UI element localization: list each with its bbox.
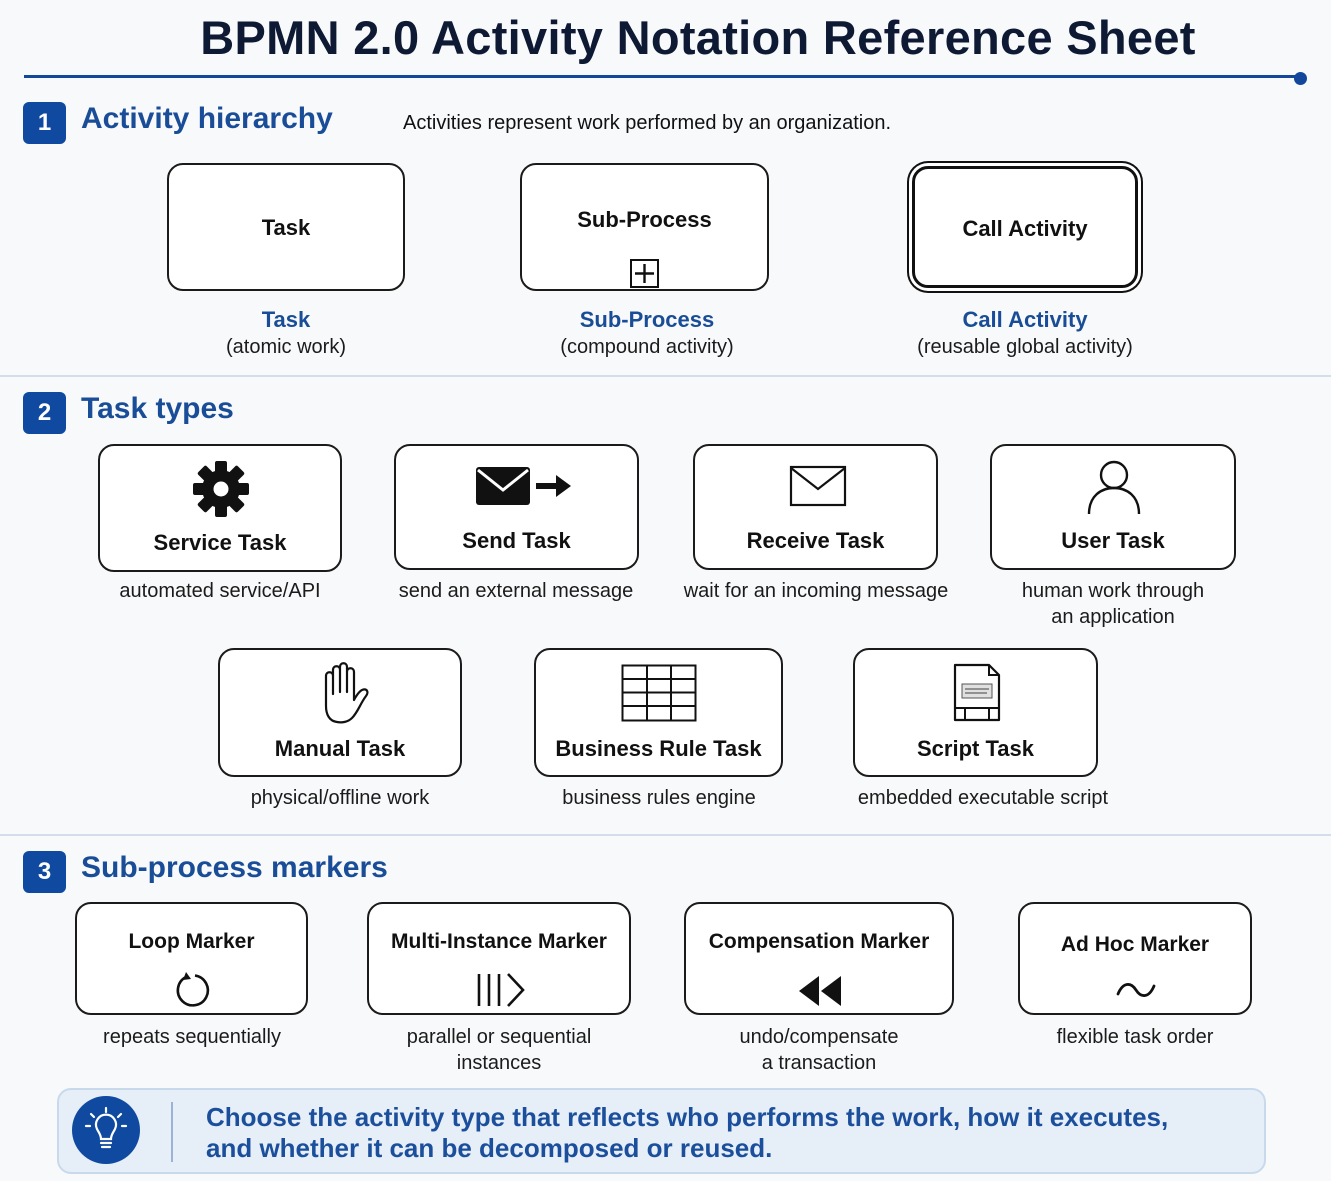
user-task-caption-line-2: an application <box>1051 606 1175 628</box>
multi-instance-marker-caption <box>349 1024 649 1076</box>
loop-marker-shape <box>75 902 308 1015</box>
section-3-title: Sub-process markers <box>81 851 388 884</box>
script-task-label: Script Task <box>917 736 1034 761</box>
script-task-shape <box>853 648 1098 777</box>
receive-task-caption: wait for an incoming message <box>683 580 949 602</box>
sub-process-caption: (compound activity) <box>560 336 734 358</box>
script-icon <box>951 662 1003 724</box>
section-3-badge: 3 <box>23 851 66 893</box>
tip-text-line-2: and whether it can be decomposed or reused. <box>206 1133 773 1163</box>
call-activity-caption: (reusable global activity) <box>917 336 1133 358</box>
table-icon <box>621 664 697 722</box>
section-divider <box>0 375 1331 377</box>
hand-icon <box>316 662 370 724</box>
compensation-marker-shape <box>684 902 954 1015</box>
lightbulb-icon <box>71 1095 141 1165</box>
call-activity-shape <box>912 166 1138 288</box>
loop-marker-caption: repeats sequentially <box>103 1026 281 1048</box>
task-shape <box>167 163 405 291</box>
tip-divider <box>171 1102 173 1162</box>
user-icon <box>1086 458 1142 516</box>
page-title: BPMN 2.0 Activity Notation Reference Sheet <box>200 11 1196 64</box>
title-underline <box>24 75 1300 78</box>
business-rule-task-shape <box>534 648 783 777</box>
ad-hoc-marker-label: Ad Hoc Marker <box>1060 933 1210 956</box>
ad-hoc-marker-caption: flexible task order <box>1056 1026 1214 1048</box>
section-1-intro: Activities represent work performed by an organization. <box>403 112 892 134</box>
section-2-badge: 2 <box>23 392 66 434</box>
multi-instance-marker-label: Multi-Instance Marker <box>391 930 607 953</box>
section-1-title: Activity hierarchy <box>81 102 333 135</box>
compensation-caption-line-1: undo/compensate <box>739 1026 899 1048</box>
script-task-caption: embedded executable script <box>857 787 1109 809</box>
service-task-shape <box>98 444 342 572</box>
receive-task-shape <box>693 444 938 570</box>
business-rule-task-caption: business rules engine <box>562 787 756 809</box>
collapsed-plus-marker-icon <box>630 259 659 288</box>
multi-instance-caption-line-2: instances <box>456 1052 542 1074</box>
send-task-shape <box>394 444 639 570</box>
call-activity-name: Call Activity <box>962 307 1088 332</box>
envelope-icon <box>789 465 847 507</box>
filled-envelope-arrow-icon <box>474 464 574 510</box>
section-1-badge: 1 <box>23 102 66 144</box>
loop-marker-label: Loop Marker <box>128 930 255 953</box>
business-rule-task-label: Business Rule Task <box>555 736 762 761</box>
user-task-caption <box>963 578 1263 630</box>
compensation-marker-label: Compensation Marker <box>708 930 930 953</box>
send-task-label: Send Task <box>462 528 571 553</box>
task-caption: (atomic work) <box>225 336 346 358</box>
user-task-caption-line-1: human work through <box>1021 580 1205 602</box>
tilde-icon <box>1115 980 1157 1000</box>
manual-task-shape <box>218 648 462 777</box>
multi-instance-marker-shape <box>367 902 631 1015</box>
loop-icon <box>174 970 212 1008</box>
service-task-caption: automated service/API <box>119 580 321 602</box>
gear-icon <box>192 460 250 518</box>
section-divider <box>0 834 1331 836</box>
service-task-label: Service Task <box>153 530 287 555</box>
receive-task-label: Receive Task <box>746 528 885 553</box>
ad-hoc-marker-shape <box>1018 902 1252 1015</box>
task-shape-label: Task <box>261 215 311 240</box>
sub-process-shape-label: Sub-Process <box>577 207 712 232</box>
task-name: Task <box>261 307 311 332</box>
title-underline-dot <box>1294 72 1307 85</box>
user-task-shape <box>990 444 1236 570</box>
sub-process-name: Sub-Process <box>579 307 715 332</box>
multi-instance-icon <box>476 972 526 1008</box>
manual-task-label: Manual Task <box>274 736 406 761</box>
compensation-caption-line-2: a transaction <box>761 1052 877 1074</box>
tip-text-line-1: Choose the activity type that reflects who performs the work, how it executes, <box>206 1102 1169 1132</box>
multi-instance-caption-line-1: parallel or sequential <box>406 1026 592 1048</box>
user-task-label: User Task <box>1061 528 1165 553</box>
compensation-marker-caption <box>669 1024 969 1076</box>
send-task-caption: send an external message <box>398 580 634 602</box>
call-activity-shape-label: Call Activity <box>962 216 1088 241</box>
manual-task-caption: physical/offline work <box>250 787 430 809</box>
tip-text <box>206 1102 1246 1164</box>
section-2-title: Task types <box>81 392 234 425</box>
rewind-icon <box>797 974 843 1008</box>
sub-process-shape <box>520 163 769 291</box>
